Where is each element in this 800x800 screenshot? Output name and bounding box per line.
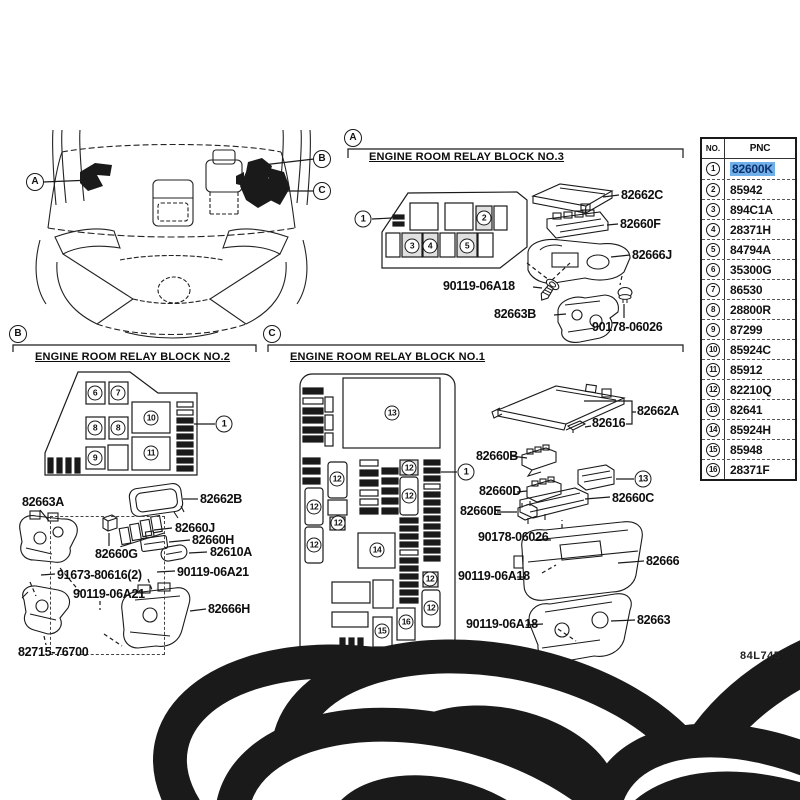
table-row[interactable]	[702, 399, 795, 419]
callout-no2-8b[interactable]: 8	[111, 421, 126, 436]
pnc-code: 85912	[730, 362, 763, 377]
callout-no1-14[interactable]: 14	[370, 543, 385, 558]
row-number-badge: 7	[706, 283, 720, 297]
callout-no1-1[interactable]: 1	[458, 464, 475, 481]
row-number-badge: 6	[706, 263, 720, 277]
row-number-badge: 2	[706, 183, 720, 197]
part-label-82660f[interactable]: 82660F	[620, 217, 661, 231]
section-a-title: ENGINE ROOM RELAY BLOCK NO.3	[369, 151, 565, 163]
row-no-cell	[702, 420, 725, 439]
callout-no2-11[interactable]: 11	[144, 446, 159, 461]
table-row[interactable]	[702, 219, 795, 239]
row-number-badge: 9	[706, 323, 720, 337]
pnc-code: 82210Q	[730, 382, 772, 397]
callout-no1-12f[interactable]: 12	[402, 489, 417, 504]
part-label-82610a[interactable]: 82610A	[210, 545, 252, 559]
pnc-code: 35300G	[730, 262, 772, 277]
row-pnc-cell	[725, 240, 795, 259]
row-no-cell	[702, 440, 725, 459]
part-label-82660e[interactable]: 82660E	[460, 504, 502, 518]
car-callout-a[interactable]: A	[26, 173, 44, 191]
row-pnc-cell	[725, 260, 795, 279]
row-number-badge: 8	[706, 303, 720, 317]
drawing-number: 84L745	[740, 650, 781, 662]
callout-no2-9[interactable]: 9	[88, 451, 103, 466]
row-number-badge: 3	[706, 203, 720, 217]
section-b-letter: B	[9, 325, 27, 343]
row-no-cell	[702, 380, 725, 399]
table-row[interactable]	[702, 239, 795, 259]
pnc-code: 86530	[730, 282, 763, 297]
callout-no1-12b[interactable]: 12	[331, 516, 346, 531]
table-col-pnc: PNC	[749, 143, 771, 154]
part-label-82662b[interactable]: 82662B	[200, 492, 242, 506]
row-number-badge: 5	[706, 243, 720, 257]
car-front-diagram	[36, 130, 310, 338]
callout-no1-12d[interactable]: 12	[307, 538, 322, 553]
callout-no1-12e[interactable]: 12	[402, 461, 417, 476]
callout-no1-12a[interactable]: 12	[330, 472, 345, 487]
part-label-82660c[interactable]: 82660C	[612, 491, 654, 505]
section-a-parts-drawings	[528, 184, 632, 342]
part-label-90119-06a18-c2[interactable]: 90119-06A18	[466, 617, 538, 631]
row-no-cell	[702, 320, 725, 339]
pnc-code: 84794A	[730, 242, 771, 257]
callout-no2-1[interactable]: 1	[216, 416, 233, 433]
row-pnc-cell	[725, 360, 795, 379]
part-label-82660d[interactable]: 82660D	[479, 484, 521, 498]
row-no-cell	[702, 240, 725, 259]
row-no-cell	[702, 200, 725, 219]
row-number-badge: 14	[706, 423, 720, 437]
table-row[interactable]	[702, 159, 795, 179]
part-label-90119-06a18-a[interactable]: 90119-06A18	[443, 279, 515, 293]
table-row[interactable]	[702, 439, 795, 459]
table-row[interactable]	[702, 179, 795, 199]
car-callout-c[interactable]: C	[313, 182, 331, 200]
row-pnc-cell	[725, 220, 795, 239]
part-label-82616[interactable]: 82616	[592, 416, 626, 430]
row-pnc-cell	[725, 380, 795, 399]
section-a-letter: A	[344, 129, 362, 147]
table-row[interactable]	[702, 299, 795, 319]
callout-ref-13[interactable]: 13	[635, 471, 652, 488]
table-row[interactable]	[702, 459, 795, 479]
part-label-90119-06a18-c1[interactable]: 90119-06A18	[458, 569, 530, 583]
part-label-82662a[interactable]: 82662A	[637, 404, 679, 418]
row-pnc-cell	[725, 340, 795, 359]
part-label-82662c[interactable]: 82662C	[621, 188, 663, 202]
pnc-code: 28371H	[730, 222, 771, 237]
row-pnc-cell	[725, 180, 795, 199]
table-col-no: NO.	[702, 139, 725, 158]
callout-no3-4[interactable]: 4	[423, 239, 438, 254]
table-row[interactable]	[702, 359, 795, 379]
row-no-cell	[702, 460, 725, 479]
part-label-82666[interactable]: 82666	[646, 554, 680, 568]
row-no-cell	[702, 220, 725, 239]
row-no-cell	[702, 260, 725, 279]
row-no-cell	[702, 360, 725, 379]
pnc-code: 82600K	[732, 162, 773, 176]
row-number-badge: 15	[706, 443, 720, 457]
row-number-badge: 1	[706, 162, 720, 176]
relay-block-no1-drawing	[300, 374, 455, 666]
row-pnc-cell	[725, 460, 795, 479]
row-pnc-cell	[725, 400, 795, 419]
callout-no3-3[interactable]: 3	[405, 239, 420, 254]
part-label-82715-76700[interactable]: 82715-76700	[18, 645, 89, 659]
row-no-cell	[702, 340, 725, 359]
pnc-table-rows	[702, 159, 795, 479]
part-label-91673-80616[interactable]: 91673-80616(2)	[57, 568, 142, 582]
table-row[interactable]	[702, 339, 795, 359]
row-pnc-cell	[725, 320, 795, 339]
row-number-badge: 13	[706, 403, 720, 417]
row-number-badge: 4	[706, 223, 720, 237]
pnc-code: 85924H	[730, 422, 771, 437]
callout-no2-8a[interactable]: 8	[88, 421, 103, 436]
pnc-code: 85942	[730, 182, 763, 197]
row-number-badge: 16	[706, 463, 720, 477]
part-label-90119-06a21-2[interactable]: 90119-06A21	[73, 587, 145, 601]
relay-block-no3-drawing	[382, 192, 527, 268]
row-number-badge: 11	[706, 363, 720, 377]
row-no-cell	[702, 280, 725, 299]
pnc-code: 28371F	[730, 462, 770, 477]
callout-no3-1[interactable]: 1	[355, 211, 372, 228]
row-pnc-cell	[725, 300, 795, 319]
part-label-90178-06026-c[interactable]: 90178-06026	[478, 530, 549, 544]
row-number-badge: 12	[706, 383, 720, 397]
table-row[interactable]	[702, 379, 795, 399]
table-row[interactable]	[702, 419, 795, 439]
callout-no2-7[interactable]: 7	[111, 386, 126, 401]
section-b-title: ENGINE ROOM RELAY BLOCK NO.2	[35, 351, 231, 363]
table-row[interactable]	[702, 319, 795, 339]
table-row[interactable]	[702, 279, 795, 299]
part-label-82660b[interactable]: 82660B	[476, 449, 518, 463]
row-pnc-cell	[725, 159, 795, 179]
assembly-dashed-box	[50, 516, 165, 655]
row-pnc-cell	[725, 420, 795, 439]
callout-no2-10[interactable]: 10	[144, 411, 159, 426]
row-no-cell	[702, 180, 725, 199]
section-c-title: ENGINE ROOM RELAY BLOCK NO.1	[290, 351, 486, 363]
table-header-row	[702, 139, 795, 159]
callout-no1-12c[interactable]: 12	[307, 500, 322, 515]
callout-no1-13[interactable]: 13	[385, 406, 400, 421]
pnc-code: 28800R	[730, 302, 771, 317]
part-label-82666j[interactable]: 82666J	[632, 248, 672, 262]
part-label-82663b[interactable]: 82663B	[494, 307, 536, 321]
row-no-cell	[702, 159, 725, 179]
part-label-82666h[interactable]: 82666H	[208, 602, 250, 616]
part-label-82660h[interactable]: 82660H	[192, 533, 234, 547]
table-row[interactable]	[702, 199, 795, 219]
callout-no3-5[interactable]: 5	[460, 239, 475, 254]
callout-no1-12h[interactable]: 12	[424, 601, 439, 616]
row-pnc-cell	[725, 280, 795, 299]
pnc-code: 85948	[730, 442, 763, 457]
row-no-cell	[702, 400, 725, 419]
pnc-code: 85924C	[730, 342, 771, 357]
callout-no1-12g[interactable]: 12	[423, 572, 438, 587]
callout-no1-15[interactable]: 15	[375, 624, 390, 639]
part-label-82663a[interactable]: 82663A	[22, 495, 64, 509]
row-pnc-cell	[725, 440, 795, 459]
pnc-code: 87299	[730, 322, 763, 337]
row-pnc-cell	[725, 200, 795, 219]
table-row[interactable]	[702, 259, 795, 279]
car-callout-b[interactable]: B	[313, 150, 331, 168]
pnc-table	[700, 137, 797, 481]
callout-no1-16[interactable]: 16	[399, 615, 414, 630]
row-number-badge: 10	[706, 343, 720, 357]
part-label-82663[interactable]: 82663	[637, 613, 671, 627]
callout-no3-2[interactable]: 2	[477, 211, 492, 226]
part-label-82660j[interactable]: 82660J	[175, 521, 215, 535]
pnc-code: 82641	[730, 402, 763, 417]
part-label-82660g[interactable]: 82660G	[95, 547, 138, 561]
row-no-cell	[702, 300, 725, 319]
callout-no2-6[interactable]: 6	[88, 386, 103, 401]
part-label-90178-06026-a[interactable]: 90178-06026	[592, 320, 663, 334]
section-c-letter: C	[263, 325, 281, 343]
pnc-code: 894C1A	[730, 202, 773, 217]
part-label-90119-06a21-1[interactable]: 90119-06A21	[177, 565, 249, 579]
